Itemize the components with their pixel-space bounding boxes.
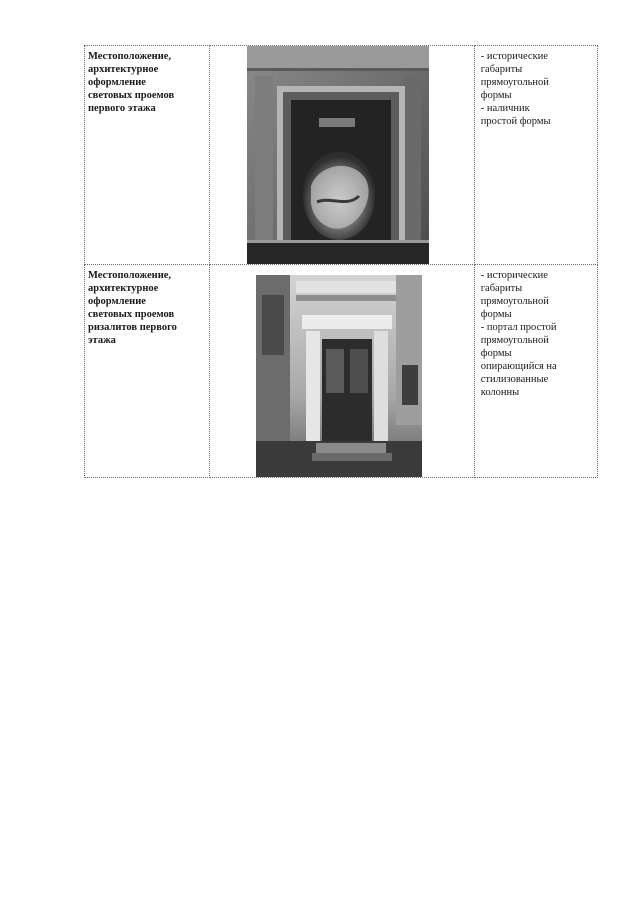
note-line: колонны bbox=[480, 387, 520, 398]
note-line: - портал простой bbox=[480, 322, 557, 333]
label-line: Местоположение, bbox=[88, 51, 172, 62]
row-notes bbox=[475, 265, 597, 399]
photo-cell bbox=[210, 265, 475, 478]
note-line: формы bbox=[480, 348, 512, 359]
label-line: этажа bbox=[88, 335, 116, 346]
label-line: архитектурное bbox=[88, 283, 159, 294]
note-line: - исторические bbox=[480, 51, 548, 62]
note-line: - исторические bbox=[480, 270, 548, 281]
label-line: оформление bbox=[88, 77, 146, 88]
label-line: оформление bbox=[88, 296, 146, 307]
row-notes bbox=[475, 46, 597, 128]
note-cell bbox=[474, 46, 597, 265]
label-line: световых проемов bbox=[88, 90, 175, 101]
label-line: Местоположение, bbox=[88, 270, 172, 281]
portal-photo bbox=[256, 275, 422, 477]
note-line: опирающийся на bbox=[480, 361, 557, 372]
note-line: простой формы bbox=[480, 116, 551, 127]
note-line: - наличник bbox=[480, 103, 530, 114]
table-row bbox=[85, 265, 598, 478]
note-line: прямоугольной bbox=[480, 335, 549, 346]
doorway-photo bbox=[247, 46, 429, 264]
label-cell bbox=[85, 265, 210, 478]
label-line: световых проемов bbox=[88, 309, 175, 320]
label-line: первого этажа bbox=[88, 103, 156, 114]
table-row bbox=[85, 46, 598, 265]
attributes-table bbox=[84, 45, 598, 478]
label-line: архитектурное bbox=[88, 64, 159, 75]
photo-cell bbox=[210, 46, 475, 265]
note-cell bbox=[474, 265, 597, 478]
label-cell bbox=[85, 46, 210, 265]
note-line: формы bbox=[480, 309, 512, 320]
note-line: габариты bbox=[480, 283, 523, 294]
label-line: ризалитов первого bbox=[88, 322, 177, 333]
note-line: прямоугольной bbox=[480, 77, 549, 88]
note-line: прямоугольной bbox=[480, 296, 549, 307]
row-label bbox=[85, 46, 209, 115]
note-line: стилизованные bbox=[480, 374, 549, 385]
row-label bbox=[85, 265, 209, 347]
note-line: формы bbox=[480, 90, 512, 101]
note-line: габариты bbox=[480, 64, 523, 75]
